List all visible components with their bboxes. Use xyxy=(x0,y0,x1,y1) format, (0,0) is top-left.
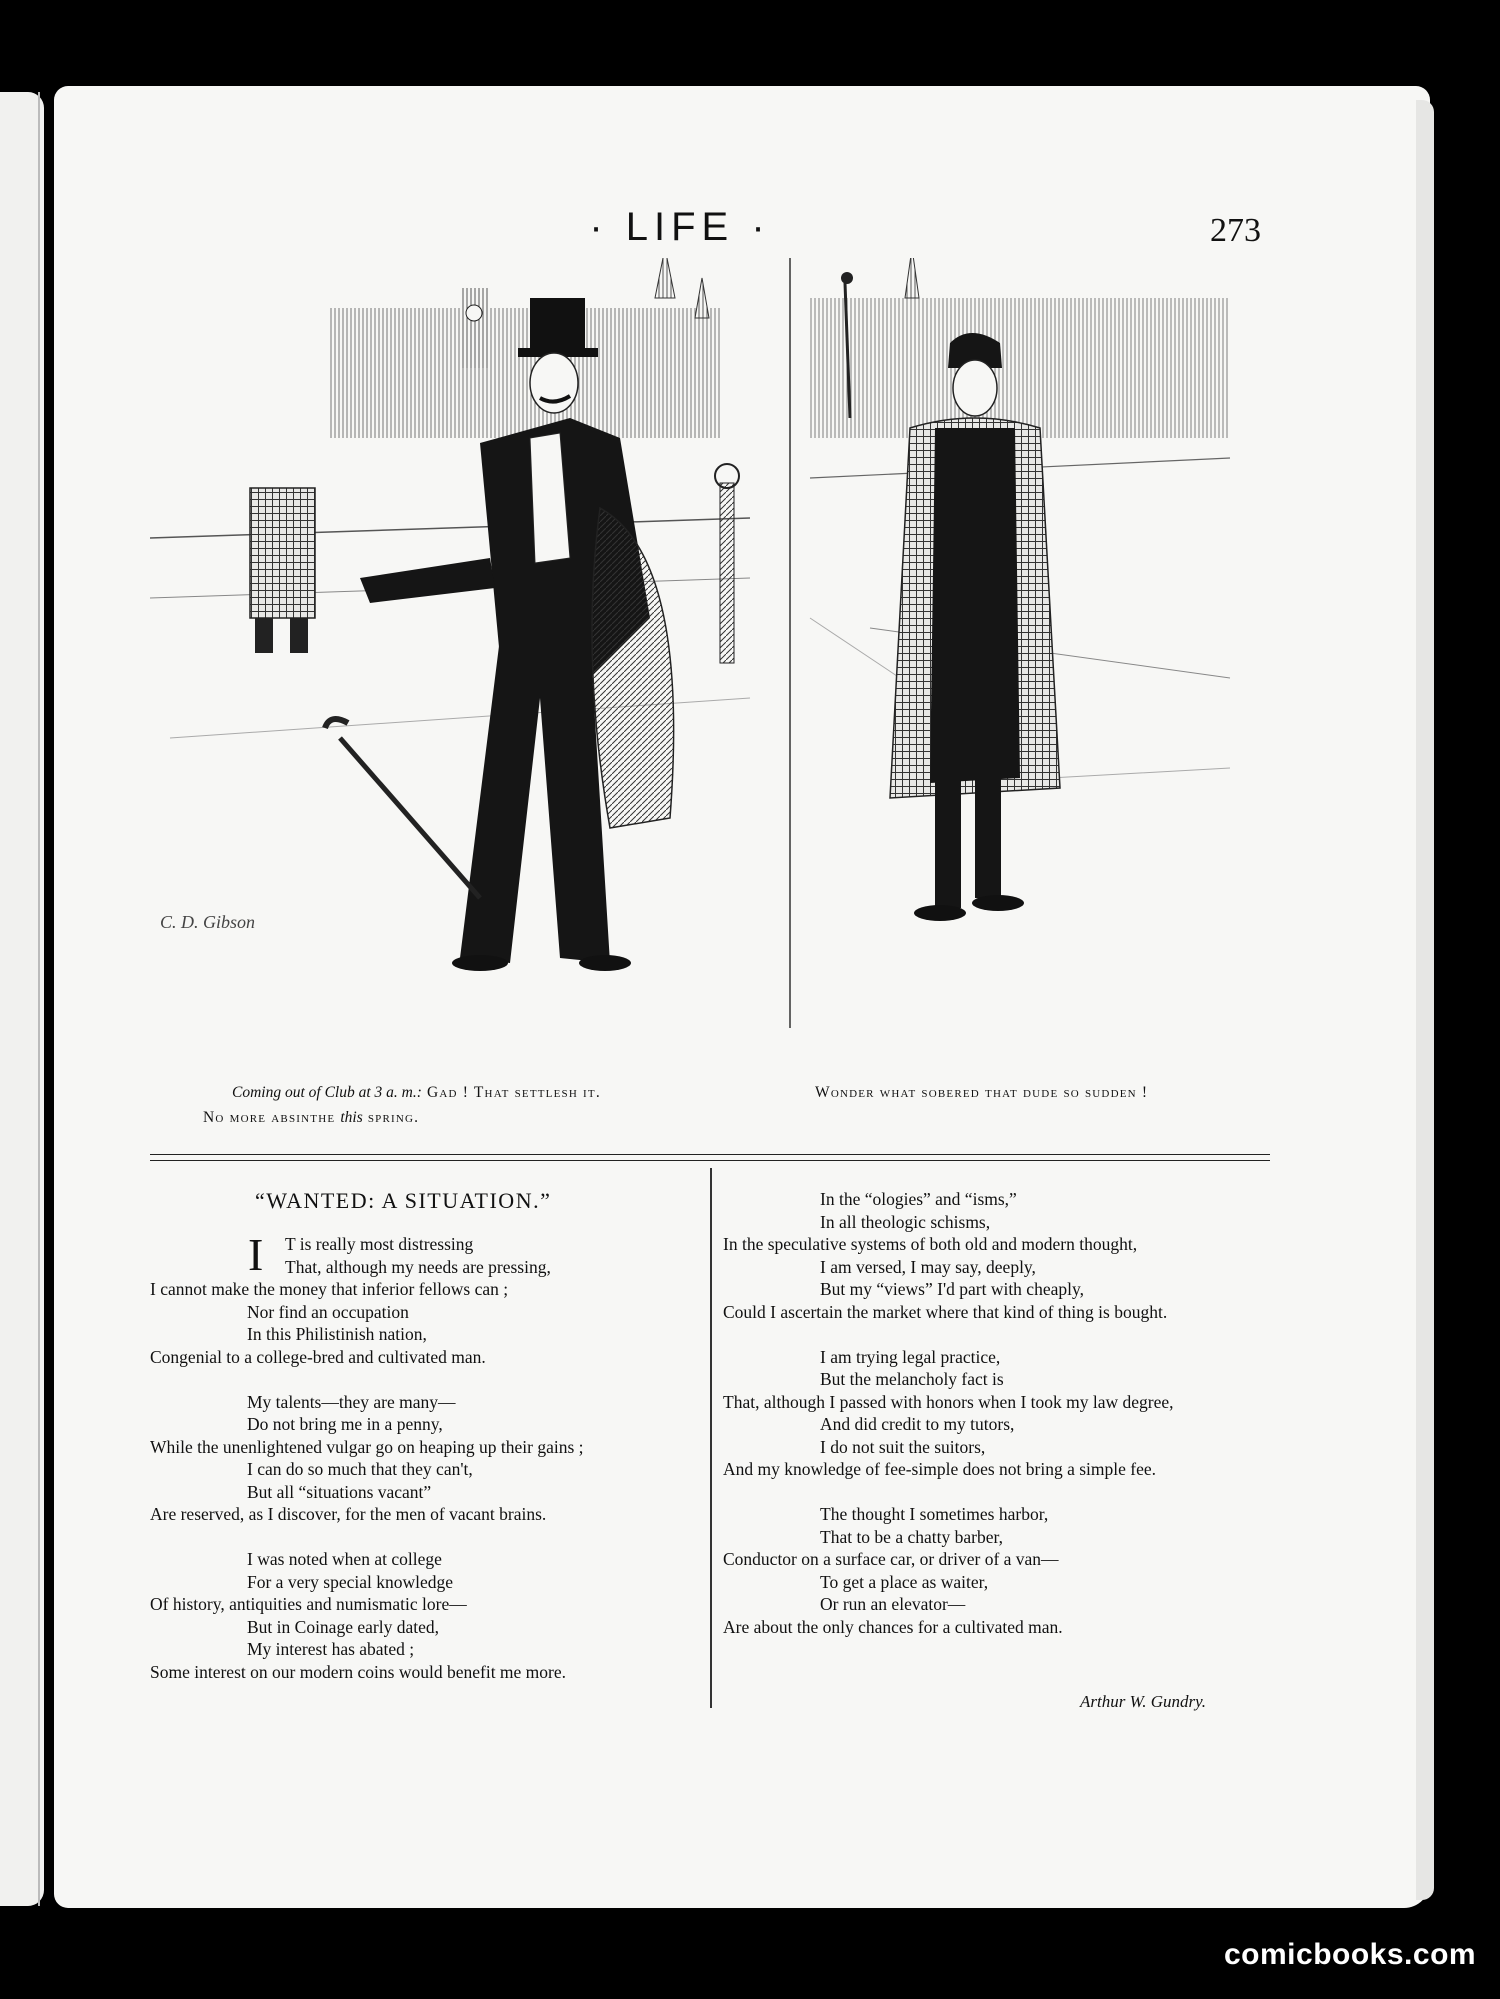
cartoon-illustration xyxy=(150,258,1270,1028)
left-caption-italic: Coming out of Club at 3 a. m.: xyxy=(232,1084,422,1101)
poem-line: Or run an elevator— xyxy=(820,1594,966,1614)
poem-line: For a very special knowledge xyxy=(247,1571,454,1592)
page-number: 273 xyxy=(1210,212,1261,249)
poem-right-column xyxy=(723,1188,1174,1638)
left-caption-start: No more absinthe xyxy=(203,1109,341,1126)
poem-line: I cannot make the money that inferior fellows can ; xyxy=(150,1279,509,1299)
poem-line: Conductor on a surface car, or driver of a van— xyxy=(723,1549,1059,1569)
left-caption-line-1 xyxy=(232,1080,601,1106)
previous-page-edge xyxy=(0,92,44,1906)
right-caption: Wonder what sobered that dude so sudden ! xyxy=(815,1084,1149,1101)
poem-line: In the speculative systems of both old and modern thought, xyxy=(723,1234,1138,1254)
poem-line: Are about the only chances for a cultivated man. xyxy=(723,1616,1063,1637)
poem-line: That, although my needs are pressing, xyxy=(285,1256,551,1277)
poem-line: I can do so much that they can't, xyxy=(247,1459,473,1479)
poem-line: I am versed, I may say, deeply, xyxy=(820,1256,1036,1277)
poem-line: Congenial to a college-bred and cultivated man. xyxy=(150,1346,486,1367)
lamp-post xyxy=(715,464,739,663)
right-panel xyxy=(810,258,1230,921)
stanza-break xyxy=(723,1323,1174,1346)
stanza-break xyxy=(150,1526,584,1549)
poem-line: And my knowledge of fee-simple does not bring a simple fee. xyxy=(723,1459,1157,1479)
poem-author: Arthur W. Gundry. xyxy=(1080,1692,1206,1711)
poem-line: But in Coinage early dated, xyxy=(247,1616,439,1637)
poem-line: And did credit to my tutors, xyxy=(820,1414,1015,1434)
poem-line: Of history, antiquities and numismatic lore— xyxy=(150,1594,467,1614)
left-panel xyxy=(150,258,750,971)
poem-line: I do not suit the suitors, xyxy=(820,1436,986,1457)
stanza-break xyxy=(723,1481,1174,1504)
poem-line: To get a place as waiter, xyxy=(820,1571,989,1592)
left-caption-emphasis: this xyxy=(340,1109,363,1126)
poem-line: While the unenlightened vulgar go on heaping up their gains ; xyxy=(150,1436,584,1457)
poem-line: But all “situations vacant” xyxy=(247,1481,432,1502)
poem-line: Some interest on our modern coins would benefit me more. xyxy=(150,1661,567,1682)
poem-line: T is really most distressing xyxy=(285,1234,474,1254)
poem-line: My talents—they are many— xyxy=(247,1391,456,1412)
left-caption-end: spring. xyxy=(362,1109,420,1126)
poem-line: In all theologic schisms, xyxy=(820,1211,991,1232)
magazine-title: · LIFE · xyxy=(589,205,771,249)
poem-line: The thought I sometimes harbor, xyxy=(820,1504,1049,1524)
page-curl-edge xyxy=(1416,100,1434,1900)
pedestrian-figure xyxy=(250,488,315,653)
poem-line: But the melancholy fact is xyxy=(820,1369,1004,1389)
poem-line: That to be a chatty barber, xyxy=(820,1526,1003,1547)
poem-left-column xyxy=(150,1229,584,1683)
left-caption-rest: Gad ! That settlesh it. xyxy=(421,1084,601,1101)
poem-line: In this Philistinish nation, xyxy=(247,1324,427,1344)
poem-line: Could I ascertain the market where that kind of thing is bought. xyxy=(723,1301,1168,1322)
poem-line: Are reserved, as I discover, for the men of vacant brains. xyxy=(150,1504,547,1524)
poem-line: Do not bring me in a penny, xyxy=(247,1414,443,1434)
poem-line: I was noted when at college xyxy=(247,1549,442,1569)
column-divider xyxy=(710,1168,712,1708)
artist-signature: C. D. Gibson xyxy=(160,912,256,932)
drop-cap: I xyxy=(248,1229,264,1280)
poem-line: My interest has abated ; xyxy=(247,1639,415,1659)
poem-line: That, although I passed with honors when I took my law degree, xyxy=(723,1391,1174,1412)
poem-line: I am trying legal practice, xyxy=(820,1346,1001,1367)
left-caption-line-2 xyxy=(203,1105,419,1131)
site-watermark: comicbooks.com xyxy=(1224,1938,1477,1971)
poem-title: “WANTED: A SITUATION.” xyxy=(255,1188,552,1213)
poem-line: But my “views” I'd part with cheaply, xyxy=(820,1279,1084,1299)
poem-line: Nor find an occupation xyxy=(247,1301,409,1322)
stanza-break xyxy=(150,1368,584,1391)
poem-line: In the “ologies” and “isms,” xyxy=(820,1189,1017,1209)
section-rule xyxy=(150,1154,1270,1161)
